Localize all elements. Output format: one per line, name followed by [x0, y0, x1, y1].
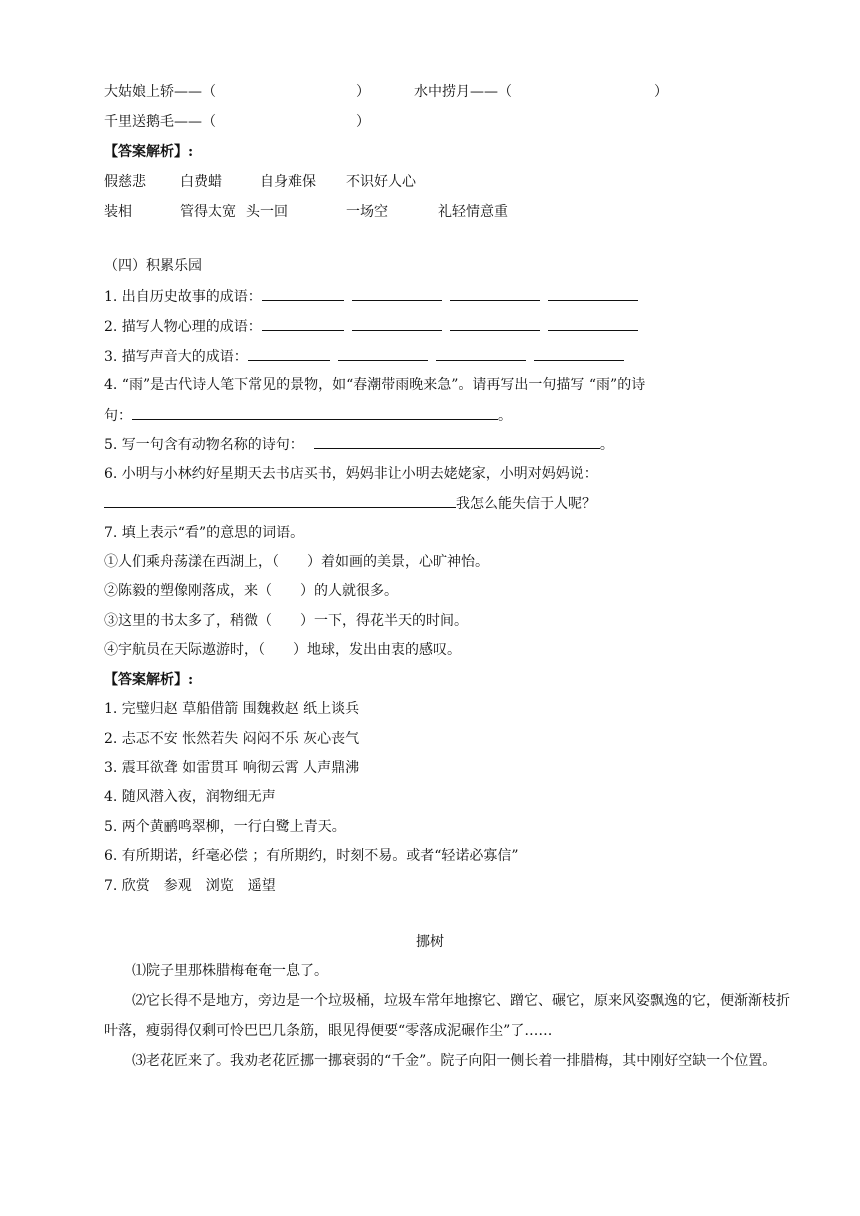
question-7-item: ④宇航员在天际遨游时，（ ）地球，发出由衷的感叹。 [104, 642, 461, 658]
article-paragraph-2: ⑵它长得不是地方，旁边是一个垃圾桶，垃圾车常年地擦它、蹭它、碾它，原来风姿飘逸的它，便渐渐枝折叶落，瘦弱得仅剩可怜巴巴几条筋，眼见得便要“零落成泥碾作尘”了…… [104, 993, 790, 1039]
idiom-question-3: 千里送鹅毛——（ [104, 114, 216, 130]
answer-header-1: 【答案解析】: [104, 144, 194, 160]
question-5 [104, 434, 614, 455]
answer-blank[interactable] [314, 434, 600, 449]
idiom-answer: 假慈悲 [104, 174, 146, 190]
question-7-item: ②陈毅的塑像刚落成，来（ ）的人就很多。 [104, 583, 398, 599]
idiom-answer: 装相 [104, 204, 132, 220]
question-5-suffix: 。 [599, 437, 614, 453]
answer-blank[interactable] [262, 286, 344, 301]
question-3-text: 3. 描写声音大的成语： [104, 349, 248, 365]
question-7: 7. 填上表示“看”的意思的词语。 [104, 525, 305, 541]
idiom-answer: 头一回 [246, 204, 288, 220]
question-5-prefix: 5. 写一句含有动物名称的诗句： [104, 437, 304, 453]
answer-blank[interactable] [450, 286, 540, 301]
question-1-text: 1. 出自历史故事的成语： [104, 289, 262, 305]
answer-line: 5. 两个黄鹂鸣翠柳，一行白鹭上青天。 [104, 819, 346, 835]
idiom-close-paren-2: ） [654, 84, 668, 100]
answer-blank[interactable] [352, 286, 442, 301]
answer-blank[interactable] [352, 316, 442, 331]
idiom-close-paren-3: ） [356, 114, 370, 130]
question-1 [104, 286, 646, 307]
question-2 [104, 316, 646, 337]
idiom-answer: 白费蜡 [180, 174, 222, 190]
question-4-line-2 [104, 405, 512, 426]
answer-line: 2. 忐忑不安 怅然若失 闷闷不乐 灰心丧气 [104, 731, 360, 747]
article-paragraph-3: ⑶老花匠来了。我劝老花匠挪一挪衰弱的“千金”。院子向阳一侧长着一排腊梅，其中刚好空缺一个位置。 [132, 1053, 777, 1069]
idiom-answers-row-1 [104, 172, 416, 192]
answer-blank[interactable] [262, 316, 344, 331]
answer-header-2: 【答案解析】: [104, 672, 194, 688]
idiom-question-1: 大姑娘上轿——（ [104, 84, 216, 100]
idiom-question-2: 水中捞月——（ [414, 84, 512, 100]
answer-blank[interactable] [132, 405, 498, 420]
article-title: 挪树 [416, 934, 444, 950]
section-title: （四）积累乐园 [104, 258, 202, 274]
answer-line: 6. 有所期诺，纤毫必偿 ；有所期约，时刻不易。或者“轻诺必寡信” [104, 848, 519, 864]
idiom-answer: 一场空 [346, 204, 388, 220]
question-7-item: ③这里的书太多了，稍微（ ）一下，得花半天的时间。 [104, 613, 468, 629]
question-6-line-2 [104, 493, 596, 514]
question-4-suffix: 。 [498, 408, 512, 424]
question-6-suffix: 我怎么能失信于人呢？ [456, 496, 596, 512]
answer-blank[interactable] [548, 286, 638, 301]
question-3 [104, 346, 632, 367]
answer-blank[interactable] [104, 493, 456, 508]
idiom-answers-row-2 [104, 202, 508, 222]
idiom-answer: 自身难保 [260, 174, 316, 190]
question-6-line-1: 6. 小明与小林约好星期天去书店买书，妈妈非让小明去姥姥家，小明对妈妈说： [104, 466, 598, 482]
question-4-line-1: 4. “雨”是古代诗人笔下常见的景物，如“春潮带雨晚来急”。请再写出一句描写 “雨”的诗 [104, 377, 646, 393]
article-paragraph-1: ⑴院子里那株腊梅奄奄一息了。 [132, 963, 328, 979]
answer-line: 3. 震耳欲聋 如雷贯耳 响彻云霄 人声鼎沸 [104, 760, 360, 776]
answer-blank[interactable] [436, 346, 526, 361]
answer-blank[interactable] [248, 346, 330, 361]
idiom-question-row-2 [414, 82, 668, 102]
answer-blank[interactable] [450, 316, 540, 331]
answer-line: 1. 完璧归赵 草船借箭 围魏救赵 纸上谈兵 [104, 701, 360, 717]
answer-line: 4. 随风潜入夜，润物细无声 [104, 789, 276, 805]
question-7-item: ①人们乘舟荡漾在西湖上，（ ）着如画的美景，心旷神怡。 [104, 554, 489, 570]
answer-blank[interactable] [534, 346, 624, 361]
idiom-answer: 礼轻情意重 [438, 204, 508, 220]
idiom-question-row-3 [104, 112, 370, 132]
answer-blank[interactable] [338, 346, 428, 361]
question-2-text: 2. 描写人物心理的成语： [104, 319, 262, 335]
idiom-question-row-1 [104, 82, 370, 102]
idiom-answer: 不识好人心 [346, 174, 416, 190]
answer-blank[interactable] [548, 316, 638, 331]
answer-line: 7. 欣赏 参观 浏览 遥望 [104, 878, 276, 894]
question-4-prefix: 句： [104, 408, 132, 424]
idiom-close-paren-1: ） [356, 84, 370, 100]
idiom-answer: 管得太宽 [180, 204, 236, 220]
